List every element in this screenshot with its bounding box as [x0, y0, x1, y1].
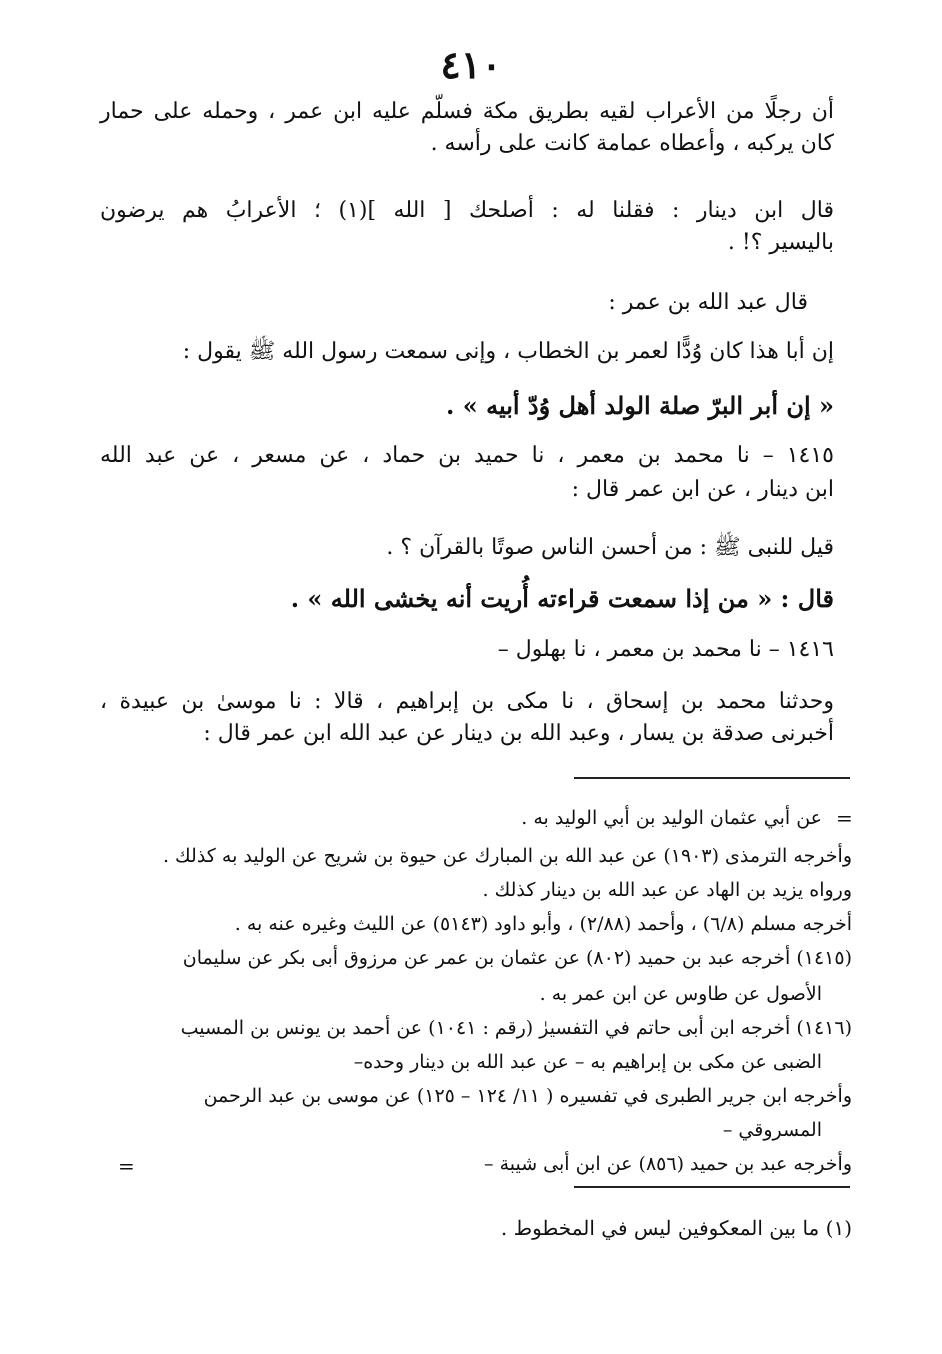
- body-line: كان يركبه ، وأعطاه عمامة كانت على رأسه .: [430, 131, 834, 156]
- continuation-mark: =: [118, 1154, 135, 1178]
- body-line: قال عبد الله بن عمر :: [608, 290, 808, 315]
- body-line: وحدثنا محمد بن إسحاق ، نا مكى بن إبراهيم ، قالا : نا موسىٰ بن عبيدة ،: [100, 689, 834, 714]
- body-line: قال ابن دينار : فقلنا له : أصلحك [ الله ](١) ؛ الأعرابُ هم يرضون: [100, 198, 834, 223]
- footnote-line: وأخرجه عبد بن حميد (٨٥٦) عن ابن أبى شيبة –: [484, 1153, 852, 1175]
- body-line: أن رجلًا من الأعراب لقيه بطريق مكة فسلّم عليه ابن عمر ، وحمله على حمار: [100, 99, 834, 124]
- body-line: أخبرنى صدقة بن يسار ، وعبد الله بن دينار عن عبد الله ابن عمر قال :: [203, 721, 834, 746]
- body-line: قيل للنبى ﷺ : من أحسن الناس صوتًا بالقرآن ؟ .: [386, 535, 834, 560]
- body-line: باليسير ؟! .: [727, 230, 834, 255]
- footnote-line: وأخرجه ابن جرير الطبرى في تفسيره ( ١١/ ١٢٤ – ١٢٥) عن موسى بن عبد الرحمن: [203, 1085, 852, 1107]
- footnote-line: (١٤١٥) أخرجه عبد بن حميد (٨٠٢) عن عثمان بن عمر عن مرزوق أبى بكر عن سليمان: [182, 947, 852, 969]
- hadith-quote: « إن أبر البرّ صلة الولد أهل وُدّ أبيه » .: [446, 391, 834, 420]
- footnote-line: الأصول عن طاوس عن ابن عمر به .: [539, 983, 822, 1005]
- footnote-separator: [574, 777, 850, 779]
- hadith-quote: قال : « من إذا سمعت قراءته أُريت أنه يخشى الله » .: [290, 584, 834, 613]
- hadith-entry-1416: ١٤١٦ – نا محمد بن معمر ، نا بهلول –: [497, 637, 834, 662]
- footnote-line: أخرجه مسلم (٦/٨) ، وأحمد (٢/٨٨) ، وأبو داود (٥١٤٣) عن الليث وغيره عنه به .: [234, 913, 852, 935]
- hadith-entry-1415: ١٤١٥ – نا محمد بن معمر ، نا حميد بن حماد ، عن مسعر ، عن عبد الله: [100, 443, 834, 468]
- page-number: ٤١٠: [440, 42, 502, 87]
- continuation-mark: =: [836, 806, 853, 830]
- footnote-line: ورواه يزيد بن الهاد عن عبد الله بن دينار كذلك .: [482, 879, 852, 901]
- footnote-line: (١٤١٦) أخرجه ابن أبى حاتم في التفسيرٰ (رقم : ١٠٤١) عن أحمد بن يونس بن المسيب: [180, 1017, 852, 1039]
- bottom-note-separator: [574, 1186, 850, 1188]
- body-line: إن أبا هذا كان وُدًّا لعمر بن الخطاب ، وإنى سمعت رسول الله ﷺ يقول :: [182, 339, 834, 364]
- footnote-line: وأخرجه الترمذى (١٩٠٣) عن عبد الله بن المبارك عن حيوة بن شريح عن الوليد به كذلك .: [162, 845, 852, 867]
- footnote-line: الضبى عن مكى بن إبراهيم به – عن عبد الله بن دينار وحده–: [353, 1051, 822, 1073]
- footnote-line: المسروقي –: [722, 1119, 822, 1141]
- footnote-line: عن أبي عثمان الوليد بن أبي الوليد به .: [521, 807, 822, 829]
- bracket-note: (١) ما بين المعكوفين ليس في المخطوط .: [500, 1216, 852, 1240]
- body-line: ابن دينار ، عن ابن عمر قال :: [571, 477, 834, 502]
